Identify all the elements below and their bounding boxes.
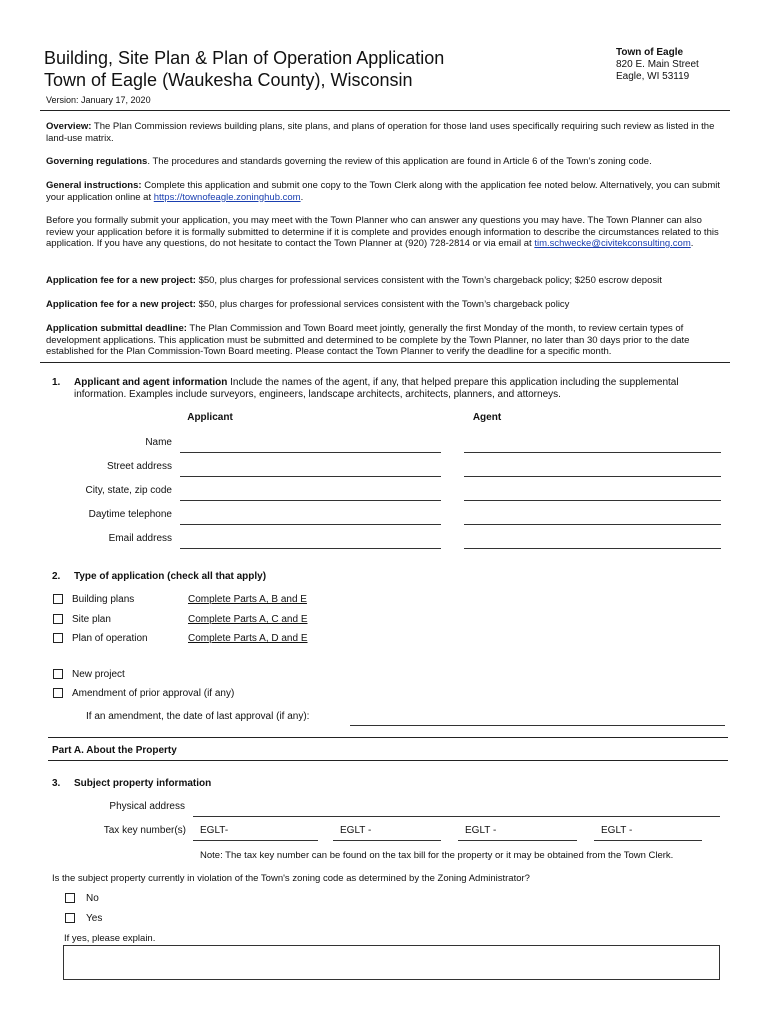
building-plans-label: Building plans <box>72 594 135 605</box>
plan-of-operation-parts: Complete Parts A, D and E <box>188 633 308 644</box>
physical-address-field[interactable] <box>193 816 720 817</box>
applicant-street-field[interactable] <box>180 476 441 477</box>
section1-heading <box>74 377 714 400</box>
form-title-line2: Town of Eagle (Waukesha County), Wisconsin <box>44 70 413 90</box>
agent-street-field[interactable] <box>464 476 721 477</box>
section2-number: 2. <box>52 571 61 582</box>
violation-no-checkbox[interactable] <box>65 893 75 903</box>
section1-text: Include the names of the agent, if any, that helped prepare this application including the supplemental information. Examples include surveyors, engineers, landscape architects, architects, planners, and attorneys. <box>74 377 679 400</box>
plan-of-operation-checkbox[interactable] <box>53 633 63 643</box>
zoninghub-link[interactable]: https://townofeagle.zoninghub.com <box>153 191 301 203</box>
applicant-phone-field[interactable] <box>180 524 441 525</box>
violation-yes-label: Yes <box>86 913 103 924</box>
section1-number: 1. <box>52 377 61 388</box>
col-applicant: Applicant <box>187 412 233 423</box>
tax-key-field-3[interactable] <box>458 840 577 841</box>
tax-key-field-1[interactable] <box>193 840 318 841</box>
overview-text: The Plan Commission reviews building plans, site plans, and plans of operation for those land uses specifically requiring such review as listed in the land-use matrix. <box>46 121 715 144</box>
general-instructions-paragraph <box>46 180 726 203</box>
agent-email-field[interactable] <box>464 548 721 549</box>
col-agent: Agent <box>472 412 502 423</box>
plan-of-operation-label: Plan of operation <box>72 633 148 644</box>
town-name: Town of Eagle <box>616 47 684 58</box>
violation-no-label: No <box>86 893 99 904</box>
fee1-text: $50, plus charges for professional services consistent with the Town’s chargeback policy; $250 escrow deposit <box>198 275 662 286</box>
section3-number: 3. <box>52 778 61 789</box>
tax-key-prefix-1: EGLT- <box>200 825 229 836</box>
deadline-paragraph <box>46 323 726 358</box>
building-plans-checkbox[interactable] <box>53 594 63 604</box>
amendment-label: Amendment of prior approval (if any) <box>72 688 235 699</box>
site-plan-checkbox[interactable] <box>53 614 63 624</box>
overview-label: Overview: <box>46 121 92 132</box>
fee2-label: Application fee for a new project: <box>46 299 196 310</box>
before-end: . <box>690 238 694 249</box>
partA-top-rule <box>48 737 728 738</box>
violation-question: Is the subject property currently in violation of the Town's zoning code as determined by the Zoning Administrator? <box>52 873 530 884</box>
fee-paragraph-2 <box>46 299 726 311</box>
deadline-label: Application submittal deadline: <box>46 323 187 334</box>
partA-bottom-rule <box>48 760 728 761</box>
before-submit-paragraph <box>46 215 726 250</box>
tax-key-prefix-2: EGLT - <box>340 825 372 836</box>
tax-key-note: Note: The tax key number can be found on the tax bill for the property or it may be obtained from the Town Clerk. <box>200 850 674 861</box>
tax-key-field-4[interactable] <box>594 840 702 841</box>
phone-label: Daytime telephone <box>88 509 172 520</box>
amendment-date-field[interactable] <box>350 725 725 726</box>
tax-key-prefix-3: EGLT - <box>465 825 497 836</box>
intro-divider <box>40 362 730 363</box>
before-text: Before you formally submit your application, you may meet with the Town Planner who can answer any questions you may have. The Town Planner can also review your application before it is formally submitted to determine if it is complete and provides enough information to describe the circumstances related to this application. If you have any questions, do not hesitate to contact the Town Planner at (920) 728-2814 or via email at <box>46 215 719 249</box>
street-label: Street address <box>106 461 172 472</box>
agent-city-field[interactable] <box>464 500 721 501</box>
fee1-label: Application fee for a new project: <box>46 275 196 286</box>
fee2-text: $50, plus charges for professional services consistent with the Town’s chargeback policy <box>198 299 570 310</box>
governing-text: . The procedures and standards governing the review of this application are found in Article 6 of the Town’s zoning code. <box>147 156 652 167</box>
new-project-checkbox[interactable] <box>53 669 63 679</box>
physical-address-label: Physical address <box>109 801 185 812</box>
general-end: . <box>300 191 304 203</box>
section1-title: Applicant and agent information <box>74 377 228 388</box>
version-label: Version: January 17, 2020 <box>46 95 151 105</box>
amendment-date-label: If an amendment, the date of last approval (if any): <box>86 711 310 722</box>
section2-title: Type of application (check all that apply) <box>74 571 267 582</box>
explain-textbox[interactable] <box>63 945 720 980</box>
overview-paragraph <box>46 121 726 144</box>
building-plans-parts: Complete Parts A, B and E <box>188 594 307 605</box>
general-label: General instructions: <box>46 180 142 191</box>
new-project-label: New project <box>72 669 125 680</box>
town-address-block <box>616 47 699 83</box>
name-label: Name <box>145 437 172 448</box>
section3-title: Subject property information <box>74 778 212 789</box>
violation-yes-checkbox[interactable] <box>65 913 75 923</box>
email-label: Email address <box>108 533 172 544</box>
governing-paragraph <box>46 156 726 168</box>
town-street: 820 E. Main Street <box>616 59 699 70</box>
applicant-email-field[interactable] <box>180 548 441 549</box>
applicant-city-field[interactable] <box>180 500 441 501</box>
applicant-name-field[interactable] <box>180 452 441 453</box>
deadline-text: The Plan Commission and Town Board meet jointly, generally the first Monday of the month, to review certain types of development applications. This application must be submitted and determined to be complete by the Town Planner, no later than 30 days prior to the date established for the Plan Commission-Town Board meeting. Please contact the Town Planner to verify the deadline for a specific month. <box>46 323 690 357</box>
planner-email-link[interactable]: tim.schwecke@civitekconsulting.com <box>534 238 691 249</box>
amendment-checkbox[interactable] <box>53 688 63 698</box>
governing-label: Governing regulations <box>46 156 148 167</box>
site-plan-label: Site plan <box>72 614 111 625</box>
explain-label: If yes, please explain. <box>64 933 156 944</box>
agent-phone-field[interactable] <box>464 524 721 525</box>
form-title-line1: Building, Site Plan & Plan of Operation Application <box>44 48 445 68</box>
header-divider <box>40 110 730 111</box>
partA-title: Part A. About the Property <box>52 745 177 756</box>
fee-paragraph-1 <box>46 275 726 287</box>
tax-key-prefix-4: EGLT - <box>601 825 633 836</box>
city-label: City, state, zip code <box>85 485 172 496</box>
tax-key-label: Tax key number(s) <box>103 825 186 836</box>
general-text: Complete this application and submit one copy to the Town Clerk along with the application fee noted below. Alternatively, you can submit your application online at <box>46 180 720 203</box>
agent-name-field[interactable] <box>464 452 721 453</box>
site-plan-parts: Complete Parts A, C and E <box>188 614 308 625</box>
tax-key-field-2[interactable] <box>333 840 441 841</box>
town-city: Eagle, WI 53119 <box>616 71 690 82</box>
